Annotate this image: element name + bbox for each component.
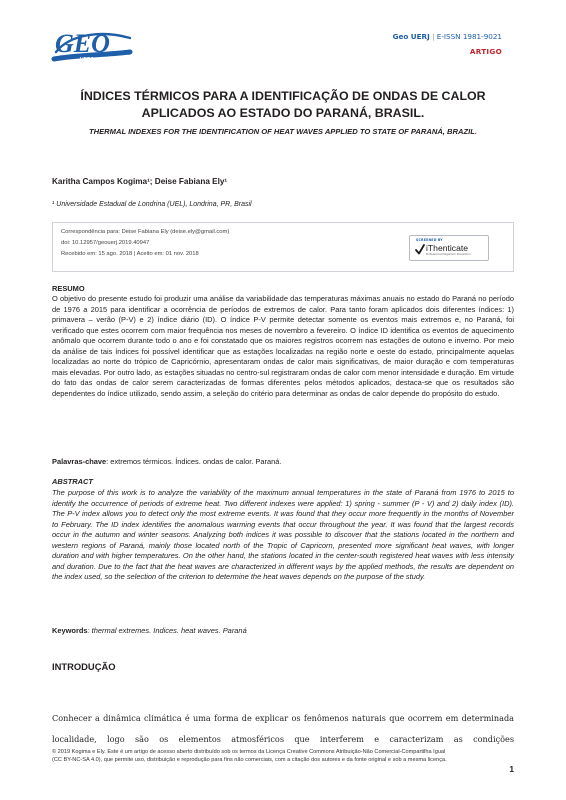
keywords-text: : thermal extremes. Indices. heat waves. Paraná xyxy=(87,626,247,635)
license-footer: © 2019 Kogima e Ely. Este é um artigo de acesso aberto distribuído sob os termos da Licença Creative Commons Atribuição-Não Comercial-Compartilha Igual (CC BY-NC-SA 4.0), que permite uso, distribuição e reprodução para fins não comerciais, com a citação dos autores e da fonte original e sob a mesma licença. xyxy=(52,749,447,764)
section-label: ARTIGO xyxy=(469,47,502,56)
resumo-heading: RESUMO xyxy=(52,284,85,293)
english-title-text: THERMAL INDEXES FOR THE IDENTIFICATION OF HEAT WAVES APPLIED TO STATE OF PARANÁ, BRAZIL xyxy=(88,127,475,136)
correspondence-line: Correspondência para: Deise Fabiana Ely (deise.ely@gmail.com) xyxy=(61,229,230,235)
geo-uerj-logo xyxy=(50,22,134,68)
palavras-chave-label: Palavras-chave xyxy=(52,457,107,466)
correspondence-box xyxy=(52,222,514,272)
ithenticate-badge[interactable] xyxy=(409,235,489,261)
abstract-text: The purpose of this work is to analyze the variability of the maximum annual temperatures in the state of Paraná from 1976 to 2015 to identify the occurrence of periods of extreme heat. Two different indexes were applied: 1) spring - summer (P - V) and 2) daily index (ID). The P-V index allows you to detect only the most extreme events. It was found that they occur more frequently in the months of November to February. The ID index identifies the anomalous warming events that occur throughout the year. It was found that the largest records occur in the autumn and winter seasons. Analyzing both indices it was possible to discover that the stations located in the northern and western regions of Paraná, mainly those located north of the Tropic of Capricorn, presented more significant heat waves, with longer duration and with higher temperatures. On the other hand, the stations located in the center-south registered heat waves with less intensity and duration. Due to the fact that the heat waves are characterized in different ways by the applied methods, the results are dependent on the index used, so the selection of the criterion to determine the heat waves depends on the purpose of the study. xyxy=(52,488,514,582)
authors: Karitha Campos Kogima¹; Deise Fabiana Ely¹ xyxy=(52,177,228,186)
resumo-text: O objetivo do presente estudo foi produzir uma análise da variabilidade das temperaturas máximas anuais no estado do Paraná no período de 1976 a 2015 para identificar a ocorrência de períodos de extremos de calor. Para tanto foram aplicados dois diferentes índices: 1) primavera – verão (P-V) e 2) índice diário (ID). O índice P-V permite detectar somente os eventos mais extremos e, no Paraná, foi verificado que estes ocorrem com maior frequência nos meses de novembro a fevereiro. O índice ID identifica os eventos de aquecimento anômalo que ocorrem durante todo o ano e foi constatado que os maiores registros ocorrem nas estações de outono e inverno. Por meio da análise de tais índices foi possível identificar que as estações localizadas na região norte e oeste do estado, principalmente aquelas localizadas ao norte do trópico de Capricórnio, apresentaram ondas de calor mais significativas, de maior duração e com temperaturas mais elevadas. Por outro lado, as estações situadas no centro-sul registraram ondas de calor com menor intensidade e duração. Em virtude do fato das ondas de calor serem caracterizadas de formas diferentes pelos métodos aplicados, destaca-se que os resultados são dependentes do índice utilizado, sendo assim, a seleção do critério para determinar as ondas de calor depende do propósito do estudo. xyxy=(52,294,514,398)
dates-line: Recebido em: 15 ago. 2018 | Aceito em: 01 nov. 2018 xyxy=(61,251,199,258)
article-title xyxy=(52,88,514,121)
keywords-label: Keywords xyxy=(52,626,88,635)
svg-text:GEO: GEO xyxy=(55,29,110,58)
affiliation: ¹ Universidade Estadual de Londrina (UEL), Londrina, PR, Brasil xyxy=(52,201,252,208)
svg-text:UERJ: UERJ xyxy=(80,57,94,63)
journal-separator: | xyxy=(432,32,435,41)
journal-name: Geo UERJ xyxy=(392,32,430,41)
palavras-chave-text: : extremos térmicos. Índices. ondas de calor. Paraná. xyxy=(106,457,282,466)
doi-line[interactable]: doi: 10.12957/geouerj.2019.40947 xyxy=(61,240,150,247)
journal-info xyxy=(393,32,502,56)
article-title-english xyxy=(40,127,526,136)
page-number: 1 xyxy=(509,764,514,774)
introduction-text: Conhecer a dinâmica climática é uma forma de explicar os fenômenos naturais que ocorrem em determinada localidade, logo são os elementos atmosféricos que interferem e caracterizam as condições xyxy=(52,713,514,744)
article-title-line2: APLICADOS AO ESTADO DO PARANÁ, BRASIL. xyxy=(141,105,425,120)
article-title-line1: ÍNDICES TÉRMICOS PARA A IDENTIFICAÇÃO DE ONDAS DE CALOR xyxy=(80,89,486,103)
keywords xyxy=(52,626,247,635)
ithenticate-name: iThenticate xyxy=(426,243,469,253)
ithenticate-tagline: Professional Plagiarism Prevention xyxy=(426,253,471,256)
introduction-heading: INTRODUÇÃO xyxy=(52,661,116,672)
english-title-dot: . xyxy=(474,127,477,136)
abstract-heading: ABSTRACT xyxy=(52,477,93,486)
journal-issn: E-ISSN 1981-9021 xyxy=(436,32,502,41)
palavras-chave xyxy=(52,457,281,466)
check-icon xyxy=(415,244,425,255)
ithenticate-screened-label: SCREENED BY xyxy=(416,238,443,242)
